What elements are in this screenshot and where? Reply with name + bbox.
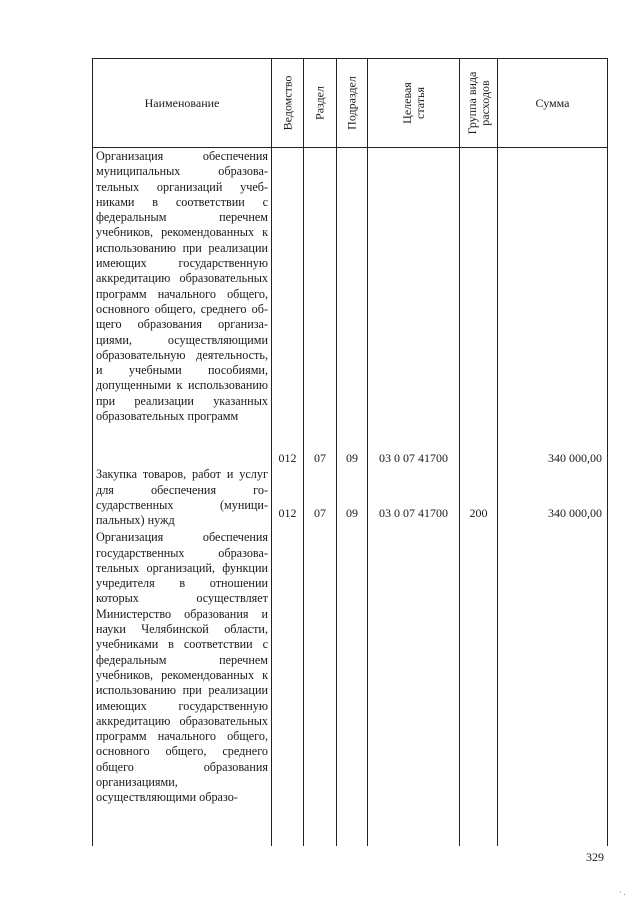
row-razdel-value: 07 — [314, 451, 326, 465]
row-podrazdel — [337, 466, 368, 529]
header-podrazdel — [337, 59, 368, 148]
table-row — [93, 148, 608, 467]
header-tselevaya-line2: статья — [412, 87, 427, 119]
corner-mark: · . — [619, 888, 626, 897]
table-row — [93, 529, 608, 846]
row-tselevaya-value: 03 0 07 41700 — [379, 506, 448, 521]
row-podrazdel-value: 09 — [346, 451, 358, 465]
header-name-label: Наименование — [144, 95, 220, 110]
budget-table — [92, 58, 608, 846]
row-name: Организация обеспечения муниципальных образовательных организаций учебниками в соответствии с федеральным перечнем учебников, рекомендованных к использованию при реализации имеющих государственную аккредитацию образовательных программ начального общего, основного общего, среднего общего образования организациями, осуществляющими образовательную деятельность, и учебными пособиями, допущенными к использованию при реализации указанных образовательных программ — [93, 148, 272, 467]
row-vedomstvo — [272, 148, 304, 467]
row-gruppa — [460, 529, 498, 846]
table-header-row — [93, 59, 608, 148]
header-tselevaya — [368, 59, 460, 148]
header-tselevaya-label — [401, 82, 427, 124]
header-razdel — [304, 59, 337, 148]
row-razdel — [304, 529, 337, 846]
row-name: Организация обеспечения государственных образовательных организаций, функции учредителя в отношении которых осуществляет Министерство образования и науки Челябинской области, учебниками в соответствии с федеральным перечнем учебников, рекомендованных к использованию при реализации имеющих государственную аккредитацию образовательных программ начального общего, основного общего, среднего общего образования организациями, осуществляющими образо- — [93, 529, 272, 846]
row-tselevaya — [368, 529, 460, 846]
row-razdel-value: 07 — [314, 506, 326, 521]
header-gruppa — [460, 59, 498, 148]
row-tselevaya — [368, 148, 460, 467]
header-gruppa-line2: расходов — [477, 80, 492, 126]
row-tselevaya-value: 03 0 07 41700 — [379, 451, 448, 465]
row-vedomstvo — [272, 466, 304, 529]
row-summa — [498, 148, 608, 467]
header-name — [93, 59, 272, 148]
row-summa — [498, 466, 608, 529]
row-name: Закупка товаров, работ и услуг для обеспечения государственных (муниципальных) нужд — [93, 466, 272, 529]
row-vedomstvo-value: 012 — [278, 451, 297, 465]
row-summa-value: 340 000,00 — [548, 451, 602, 465]
header-gruppa-line1: Группа вида — [464, 71, 479, 135]
row-podrazdel — [337, 529, 368, 846]
header-summa-label: Сумма — [535, 95, 570, 110]
header-vedomstvo-label: Ведомство — [280, 75, 294, 131]
header-podrazdel-label: Подраздел — [344, 76, 359, 130]
row-vedomstvo — [272, 529, 304, 846]
row-tselevaya — [368, 466, 460, 529]
row-podrazdel — [337, 148, 368, 467]
header-gruppa-label — [466, 72, 492, 135]
row-podrazdel-value: 09 — [346, 506, 358, 521]
row-razdel — [304, 466, 337, 529]
header-tselevaya-line1: Целевая — [399, 82, 414, 124]
row-summa-value: 340 000,00 — [548, 506, 602, 521]
row-gruppa — [460, 148, 498, 467]
header-razdel-label: Раздел — [312, 86, 327, 120]
row-gruppa-value: 200 — [469, 506, 488, 521]
header-vedomstvo — [272, 59, 304, 148]
header-summa — [498, 59, 608, 148]
row-razdel — [304, 148, 337, 467]
table-row — [93, 466, 608, 529]
row-summa — [498, 529, 608, 846]
page-number: 329 — [586, 850, 604, 864]
row-gruppa — [460, 466, 498, 529]
row-vedomstvo-value: 012 — [278, 506, 297, 521]
